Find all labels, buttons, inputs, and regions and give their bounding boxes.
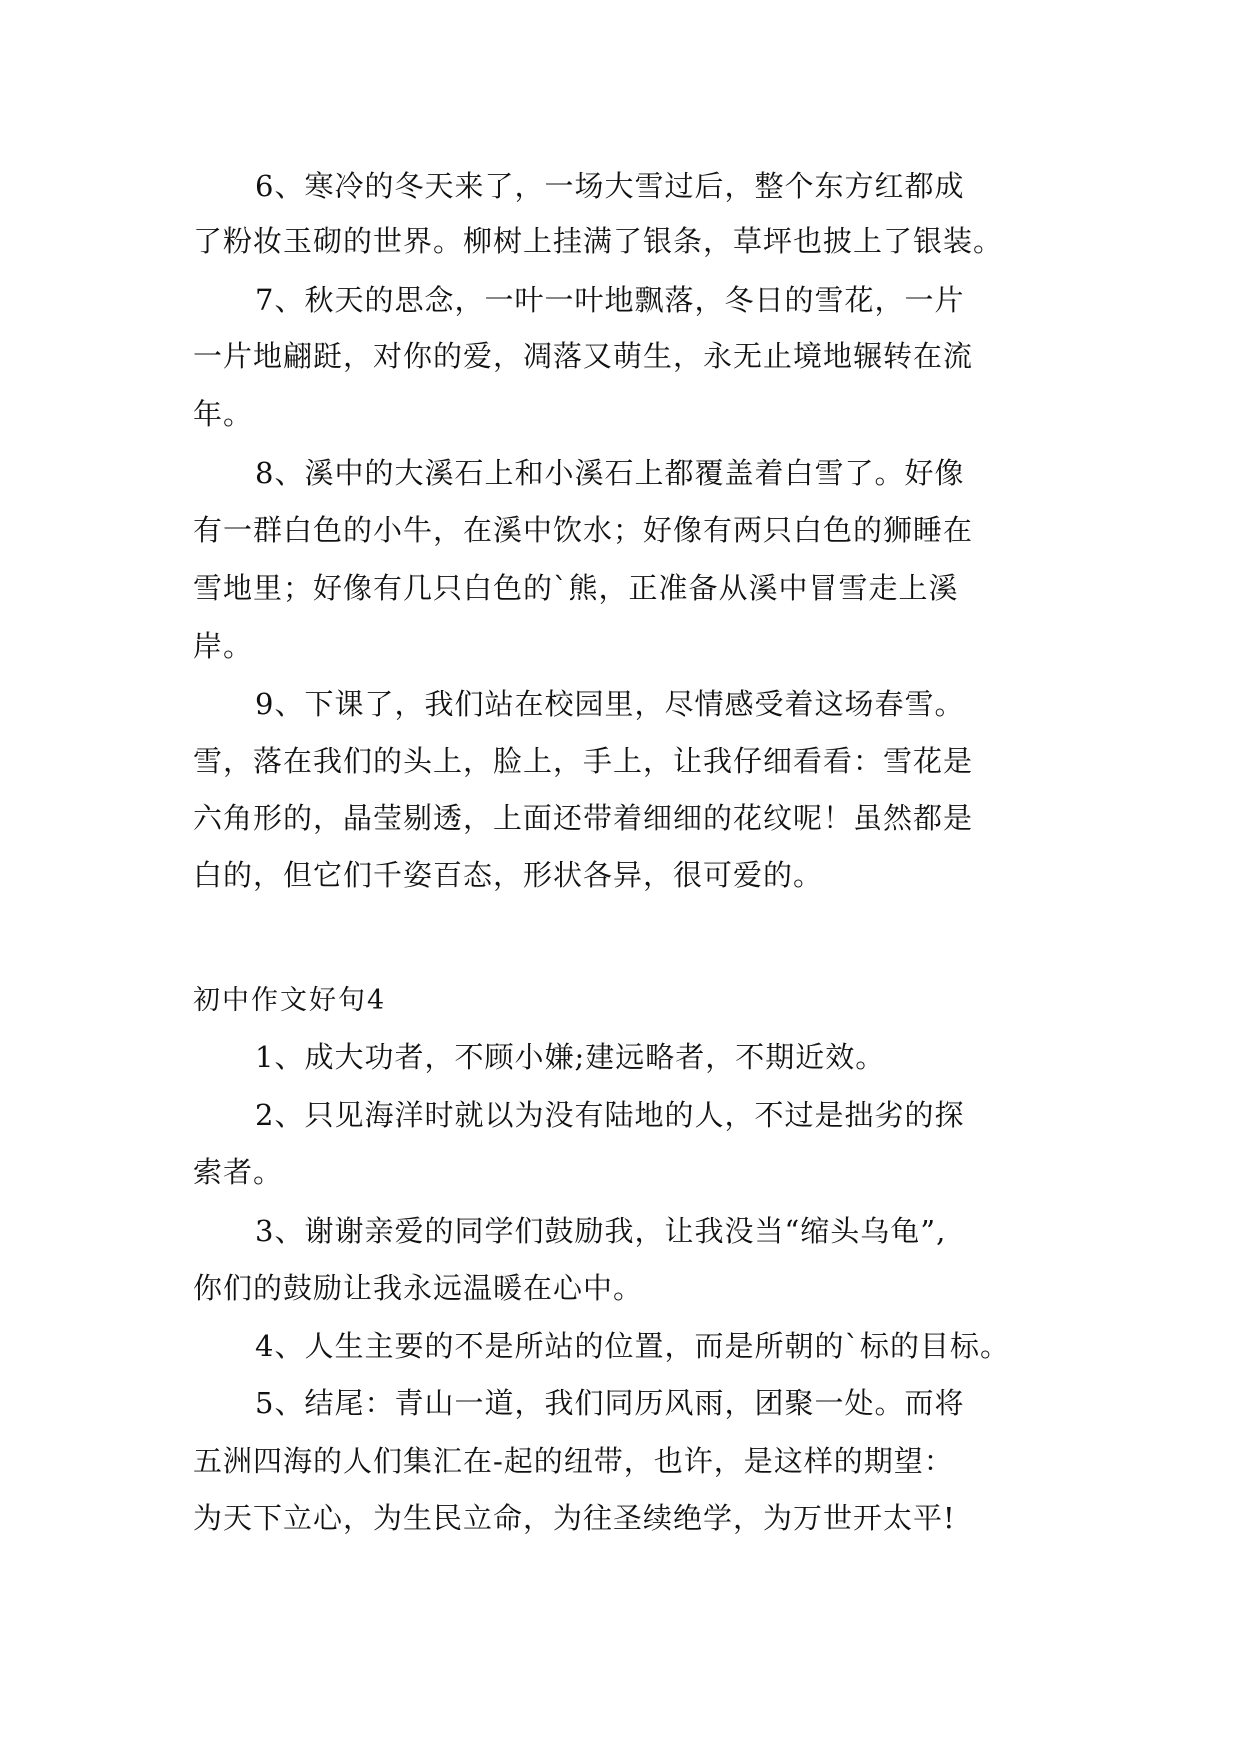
paragraph-line: 了粉妆玉砌的世界。柳树上挂满了银条，草坪也披上了银装。 [193,224,1004,258]
paragraph-line: 雪，落在我们的头上，脸上，手上，让我仔细看看：雪花是 [193,744,974,778]
paragraph-line: 五洲四海的人们集汇在-起的纽带，也许，是这样的期望： [193,1444,954,1478]
paragraph-line: 3、谢谢亲爱的同学们鼓励我，让我没当“缩头乌龟”, [255,1214,947,1248]
paragraph-line: 六角形的，晶莹剔透，上面还带着细细的花纹呢！虽然都是 [193,801,974,835]
paragraph-line: 年。 [193,397,254,431]
paragraph-line: 为天下立心，为生民立命，为往圣续绝学，为万世开太平! [193,1501,956,1535]
paragraph-line: 6、寒冷的冬天来了，一场大雪过后，整个东方红都成 [255,169,965,203]
paragraph-line: 岸。 [193,629,254,663]
paragraph-line: 一片地翩跹，对你的爱，凋落又萌生，永无止境地辗转在流 [193,339,974,373]
paragraph-line: 2、只见海洋时就以为没有陆地的人，不过是拙劣的探 [255,1098,965,1132]
paragraph-line: 你们的鼓励让我永远温暖在心中。 [193,1271,644,1305]
paragraph-line: 白的，但它们千姿百态，形状各异，很可爱的。 [193,858,824,892]
paragraph-line: 8、溪中的大溪石上和小溪石上都覆盖着白雪了。好像 [255,456,965,490]
paragraph-line: 7、秋天的思念，一叶一叶地飘落，冬日的雪花，一片 [255,283,965,317]
paragraph-line: 索者。 [193,1155,284,1189]
paragraph-line: 1、成大功者，不顾小嫌;建远略者，不期近效。 [255,1040,886,1074]
section-heading: 初中作文好句4 [193,985,387,1016]
paragraph-line: 雪地里；好像有几只白色的`熊，正准备从溪中冒雪走上溪 [193,571,959,605]
paragraph-line: 有一群白色的小牛，在溪中饮水；好像有两只白色的狮睡在 [193,513,974,547]
paragraph-line: 4、人生主要的不是所站的位置，而是所朝的`标的目标。 [255,1329,1010,1363]
paragraph-line: 5、结尾：青山一道，我们同历风雨，团聚一处。而将 [255,1386,965,1420]
paragraph-line: 9、下课了，我们站在校园里，尽情感受着这场春雪。 [255,687,965,721]
